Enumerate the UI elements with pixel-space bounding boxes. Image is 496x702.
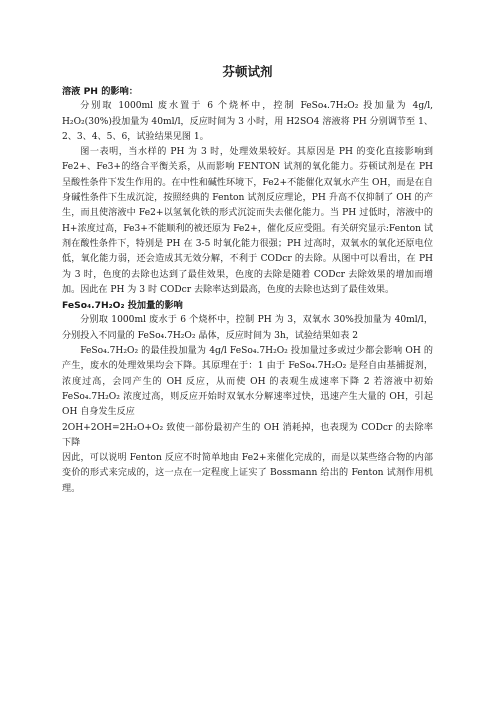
document-title: 芬顿试剂 — [222, 64, 273, 79]
section-heading-ph: 溶液 PH 的影响： — [62, 86, 138, 97]
paragraph: 图一表明，当水样的 PH 为 3 时，处理效果较好。其原因是 PH 的变化直接影响到 Fe2+、Fe3+的络合平衡关系，从而影响 FENTON 试剂的氧化能力。芬顿试剂是在 PH 呈酸性条件下发生作用的。在中性和碱性环境下，Fe2+不能催化双氧水产生 OH，而是在自身碱性条件下生成沉淀，按照经典的 Fenton 试剂反应理论，PH 升高不仅抑制了 OH 的产生，而且使溶液中 Fe2+以氢氧化铁的形式沉淀而失去催化能力。当 PH 过低时，溶液中的 H+浓度过高，Fe3+不能顺利的被还原为 Fe2+，催化反应受阻。有关研究显示:Fenton 试剂在酸性条件下，特别是 PH 在 3-5 时氧化能力很强；PH 过高时，双氧水的氧化还原电位低，氧化能力弱，还会造成其无效分解，不利于 CODcr 的去除。从图中可以看出，在 PH 为 3 时，色度的去除也达到了最佳效果，色度的去除是随着 CODcr 去除效果的增加而增加。因此在 PH 为 3 时 CODcr 去除率达到最高，色度的去除也达到了最佳效果。 — [62, 147, 433, 295]
paragraph: 分别取 1000ml 废水置于 6 个烧杯中，控制 FeSo₄.7H₂O₂ 投加量为 4g/l, H₂O₂(30%)投加量为 40ml/l，反应时间为 3 小时，用 H2SO4 溶液将 PH 分别调节至 1、2、3、4、5、6，试验结果见图 1。 — [62, 101, 433, 142]
equation-paragraph: 2OH+2OH=2H₂O+O₂ 致使一部份最初产生的 OH 消耗掉，也表现为 CODcr 的去除率下降 — [62, 422, 433, 448]
document-page — [62, 62, 433, 497]
paragraph: 分别取 1000ml 废水于 6 个烧杯中，控制 PH 为 3，双氧水 30%投加量为 40ml/l，分别投入不同量的 FeSo₄.7H₂O₂ 晶体，反应时间为 3h，试验结果如表 2 — [62, 315, 433, 341]
paragraph: FeSo₄.7H₂O₂ 的最佳投加量为 4g/l FeSo₄.7H₂O₂ 投加量过多或过少都会影响 OH 的产生，废水的处理效果均会下降。其原理在于：1 由于 FeSo₄.7H₂O₂ 是羟自由基捕捉剂，浓度过高，会同产生的 OH 反应，从而使 OH 的表观生成速率下降 2 若溶液中初始 FeSo₄.7H₂O₂ 浓度过高，则反应开始时双氧水分解速率过快，迅速产生大量的 OH，引起 OH 自身发生反应 — [62, 346, 433, 418]
section-heading-feso4: FeSo₄.7H₂O₂ 投加量的影响 — [62, 300, 183, 312]
paragraph: 因此，可以说明 Fenton 反应不时简单地由 Fe2+来催化完成的，而是以某些络合物的内部变价的形式来完成的，这一点在一定程度上证实了 Bossmann 给出的 Fenton 试剂作用机理。 — [62, 453, 433, 494]
